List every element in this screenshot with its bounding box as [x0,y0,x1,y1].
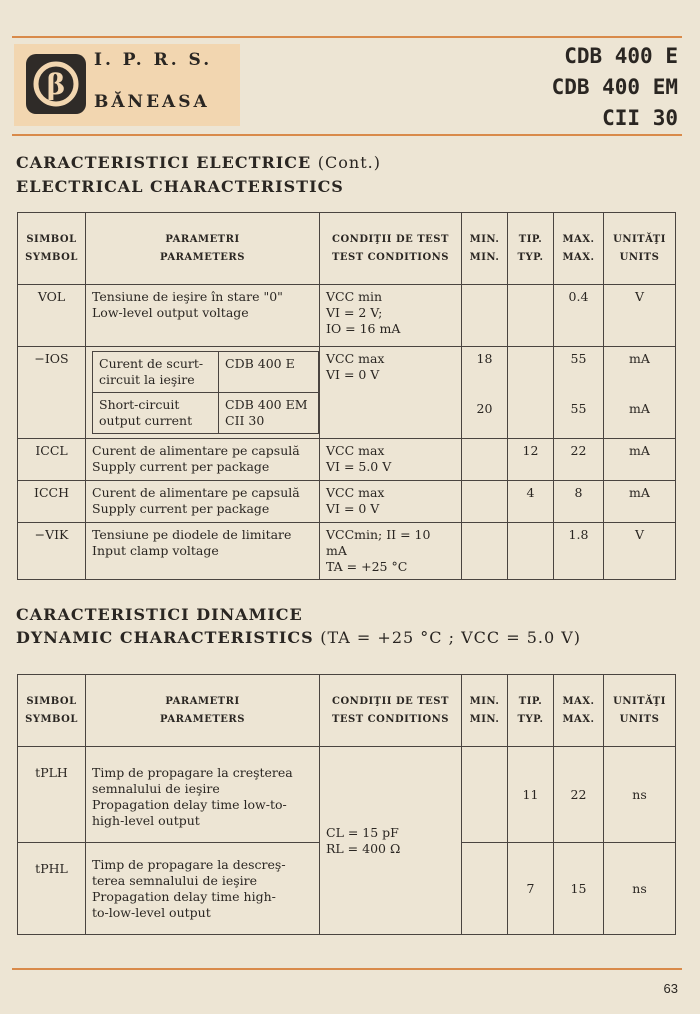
unit-cell: V [604,285,676,347]
symbol-cell: −IOS [18,347,86,439]
device-cdb400e: CDB 400 E [219,352,319,393]
section2-title-en: DYNAMIC CHARACTERISTICS (TA = +25 °C ; VCC = 5.0 V) [16,628,582,647]
top-rule [12,36,682,38]
table-header-row [18,213,676,285]
table-row-icch: ICCH Curent de alimentare pe capsulă Supply current per package VCC max VI = 0 V 4 8 mA [18,481,676,523]
symbol-cell: VOL [18,285,86,347]
cond-cell: VCC min VI = 2 V; IO = 16 mA [320,285,462,347]
cond-cell: VCC max VI = 0 V [320,347,462,439]
table-row-ios: −IOS Curent de scurt- circuit la ieşire CDB 400 E Short-circuit output current CDB 400 EM CII 30 VCC max VI = 0 V 18 20 55 55 mA mA [18,347,676,439]
section1-title-en: ELECTRICAL CHARACTERISTICS [16,177,344,196]
section2-title-ro: CARACTERISTICI DINAMICE [16,605,303,624]
dynamic-table [17,674,676,935]
product-code-3: CII 30 [602,106,678,130]
table-row-tphl: tPHL Timp de propagare la descreş- terea semnalului de ieşire Propagation delay time high- to-low-level output 7 15 ns [18,843,676,935]
section1-title-ro: CARACTERISTICI ELECTRICE (Cont.) [16,153,381,172]
col-parameters: PARAMETRI PARAMETERS [86,213,320,285]
svg-text:β: β [46,68,66,101]
param-cell: Tensiune de ieşire în stare "0" Low-level output voltage [86,285,320,347]
col-units: UNITĂŢI UNITS [604,213,676,285]
company-name: I. P. R. S. [94,50,213,70]
footer-rule [12,968,682,970]
col-conditions: CONDIŢII DE TEST TEST CONDITIONS [320,213,462,285]
table-header-row: SIMBOL SYMBOL PARAMETRI PARAMETERS CONDIŢII DE TEST TEST CONDITIONS MIN. MIN. TIP. TYP. MAX. MAX. UNITĂŢI UNITS [18,675,676,747]
company-location: BĂNEASA [94,92,210,112]
max-cell: 0.4 [554,285,604,347]
company-logo [26,54,86,114]
param-cell: Curent de scurt- circuit la ieşire CDB 400 E Short-circuit output current CDB 400 EM CII 30 [86,347,320,439]
device-cdb400em-cii30: CDB 400 EM CII 30 [219,393,319,434]
table-row-vol [18,285,676,347]
product-code-2: CDB 400 EM [551,75,678,99]
cond-cell: CL = 15 pF RL = 400 Ω [320,747,462,935]
electrical-table [17,212,676,580]
table-row-vik: −VIK Tensiune pe diodele de limitare Input clamp voltage VCCmin; II = 10 mA TA = +25 °C 1.8 V [18,523,676,580]
col-symbol: SIMBOL SYMBOL [18,213,86,285]
header-rule [12,134,682,136]
page-number: 63 [663,981,678,996]
col-min: MIN. MIN. [462,213,508,285]
table-row-iccl: ICCL Curent de alimentare pe capsulă Supply current per package VCC max VI = 5.0 V 12 22 mA [18,439,676,481]
col-max: MAX. MAX. [554,213,604,285]
product-code-1: CDB 400 E [564,44,678,68]
table-row-tplh: tPLH Timp de propagare la creşterea semnalului de ieşire Propagation delay time low-to- high-level output CL = 15 pF RL = 400 Ω 11 22 ns [18,747,676,843]
col-typ: TIP. TYP. [508,213,554,285]
